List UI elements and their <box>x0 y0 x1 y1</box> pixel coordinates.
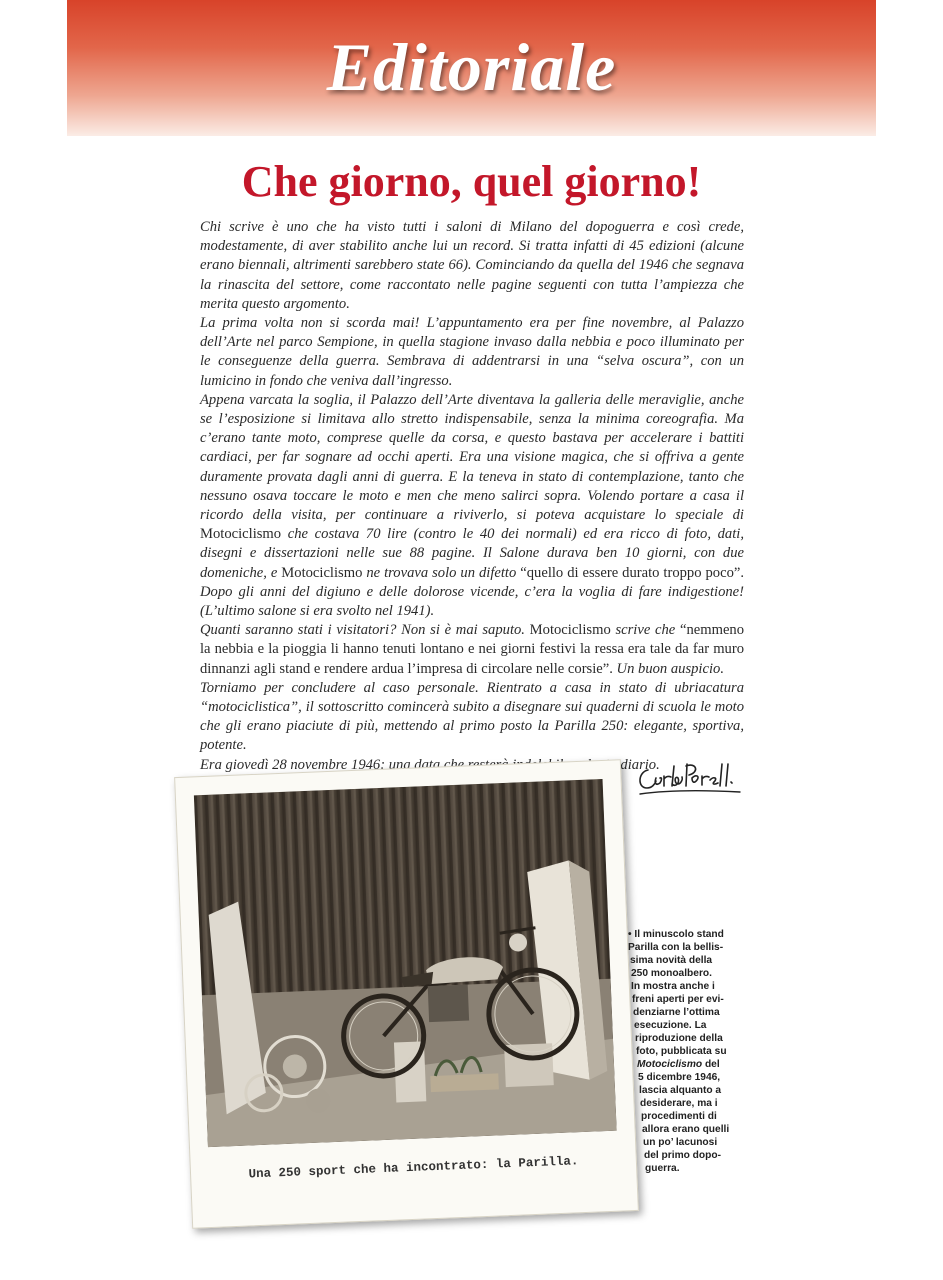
caption-line: procedimenti di <box>641 1111 717 1122</box>
magazine-name: Motociclismo <box>200 526 282 543</box>
caption-line: del primo dopo- <box>644 1150 721 1161</box>
magazine-name: Motociclismo <box>281 564 363 581</box>
photo-print <box>174 759 639 1229</box>
section-title: Editoriale <box>326 29 617 105</box>
caption-line: denziarne l’ottima <box>633 1007 720 1018</box>
paragraph-6: Era giovedì 28 novembre 1946: una data che resterà indelebile nel mio diario. <box>200 756 660 773</box>
caption-line: desiderare, ma i <box>640 1098 718 1109</box>
caption-line: lascia alquanto a <box>639 1085 722 1096</box>
paragraph-5: Torniamo per concludere al caso personale. Rientrato a casa in stato di ubriacatura “motociclistica”, il sottoscritto comincerà subito a disegnare sui quaderni di scuola le moto che gli erano piaciute di più, mettendo al primo posto la Parilla 250: elegante, sportiva, potente. <box>200 679 744 754</box>
signature <box>634 756 746 802</box>
caption-line: sima novità della <box>630 955 713 966</box>
magazine-name: Motociclismo <box>637 1059 703 1070</box>
paragraph-1: Chi scrive è uno che ha visto tutti i saloni di Milano del dopoguerra e così crede, modestamente, di aver stabilito anche lui un record. Si tratta infatti di 45 edizioni (alcune erano biennali, altrimenti sarebbero state 66). Cominciando da quella del 1946 che segnava la rinascita del settore, come raccontato nelle pagine seguenti con tutta l’ampiezza che merita questo argomento. <box>200 219 744 312</box>
caption-line: 250 monoalbero. <box>631 968 712 979</box>
caption-line: allora erano quelli <box>642 1124 730 1135</box>
caption-line: esecuzione. La <box>634 1020 707 1031</box>
quote: “quello di essere durato troppo poco”. <box>520 564 744 581</box>
caption-line: freni aperti per evi- <box>632 994 724 1005</box>
print-caption: Una 250 sport che ha incontrato: la Parilla. <box>248 1154 579 1182</box>
caption-line: guerra. <box>645 1163 680 1174</box>
caption-line: un po’ lacunosi <box>643 1137 718 1148</box>
caption-line: Motociclismo del <box>637 1059 720 1070</box>
caption-line: 5 dicembre 1946, <box>638 1072 721 1083</box>
caption-line: In mostra anche i <box>631 981 715 992</box>
headline: Che giorno, quel giorno! <box>241 157 702 206</box>
paragraph-2: La prima volta non si scorda mai! L’appuntamento era per fine novembre, al Palazzo dell’Arte nel parco Sempione, in quella stagione invaso dalla nebbia e poco illuminato per le conseguenze della guerra. Sembrava di addentrarsi in una “selva oscura”, con un lumicino in fondo che veniva dall’ingresso. <box>200 315 744 389</box>
text-run: Un buon auspicio. <box>612 660 724 677</box>
text-run: scrive che <box>610 622 680 639</box>
editorial-text <box>200 218 744 775</box>
caption-line: Parilla con la bellis- <box>628 942 724 953</box>
text-run: Quanti saranno stati i visitatori? Non si è mai saputo. <box>200 622 530 639</box>
photo-caption <box>628 928 758 1175</box>
motorcycle-photo <box>194 779 617 1147</box>
paragraph-3 <box>200 391 744 621</box>
quote: “nemmeno la nebbia e la pioggia li hanno tenuti lontano e nei giorni festivi la ressa era tale da far muro dinnanzi agli stand e rendere ardua l’impresa di circolare nelle corsie”. <box>200 622 745 677</box>
magazine-name: Motociclismo <box>529 622 611 639</box>
text-run: Appena varcata la soglia, il Palazzo dell’Arte diventava la galleria delle meraviglie, anche se l’esposizione si limitava allo stretto indispensabile, senza la minima coreografia. Ma c’erano tante moto, comprese quelle da corsa, e questo bastava per accelerare i battiti cardiaci, per far sognare ad occhi aperti. Era una visione magica, che si offriva a gente duramente provata dagli anni di guerra. E la teneva in stato di contemplazione, tanto che nessuno osava toccare le moto e men che meno salirci sopra. Volendo portare a casa il ricordo della visita, per continuare a riviverlo, si poteva acquistare lo speciale di <box>200 391 744 524</box>
paragraph-4 <box>200 621 744 679</box>
text-run: ne trovava solo un difetto <box>362 564 521 581</box>
caption-line: foto, pubblicata su <box>636 1046 727 1057</box>
text-run: Dopo gli anni del digiuno e delle dolorose vicende, c’era la voglia di fare indigestione! (L’ultimo salone si era svolto nel 1941). <box>200 583 744 620</box>
text-run: che costava 70 lire (contro le 40 dei normali) ed era ricco di foto, dati, disegni e dissertazioni nelle sue 88 pagine. Il Salone durava ben 10 giorni, con due domeniche, e <box>200 526 744 581</box>
caption-line: riproduzione della <box>635 1033 723 1044</box>
caption-line: • Il minuscolo stand <box>628 929 724 940</box>
